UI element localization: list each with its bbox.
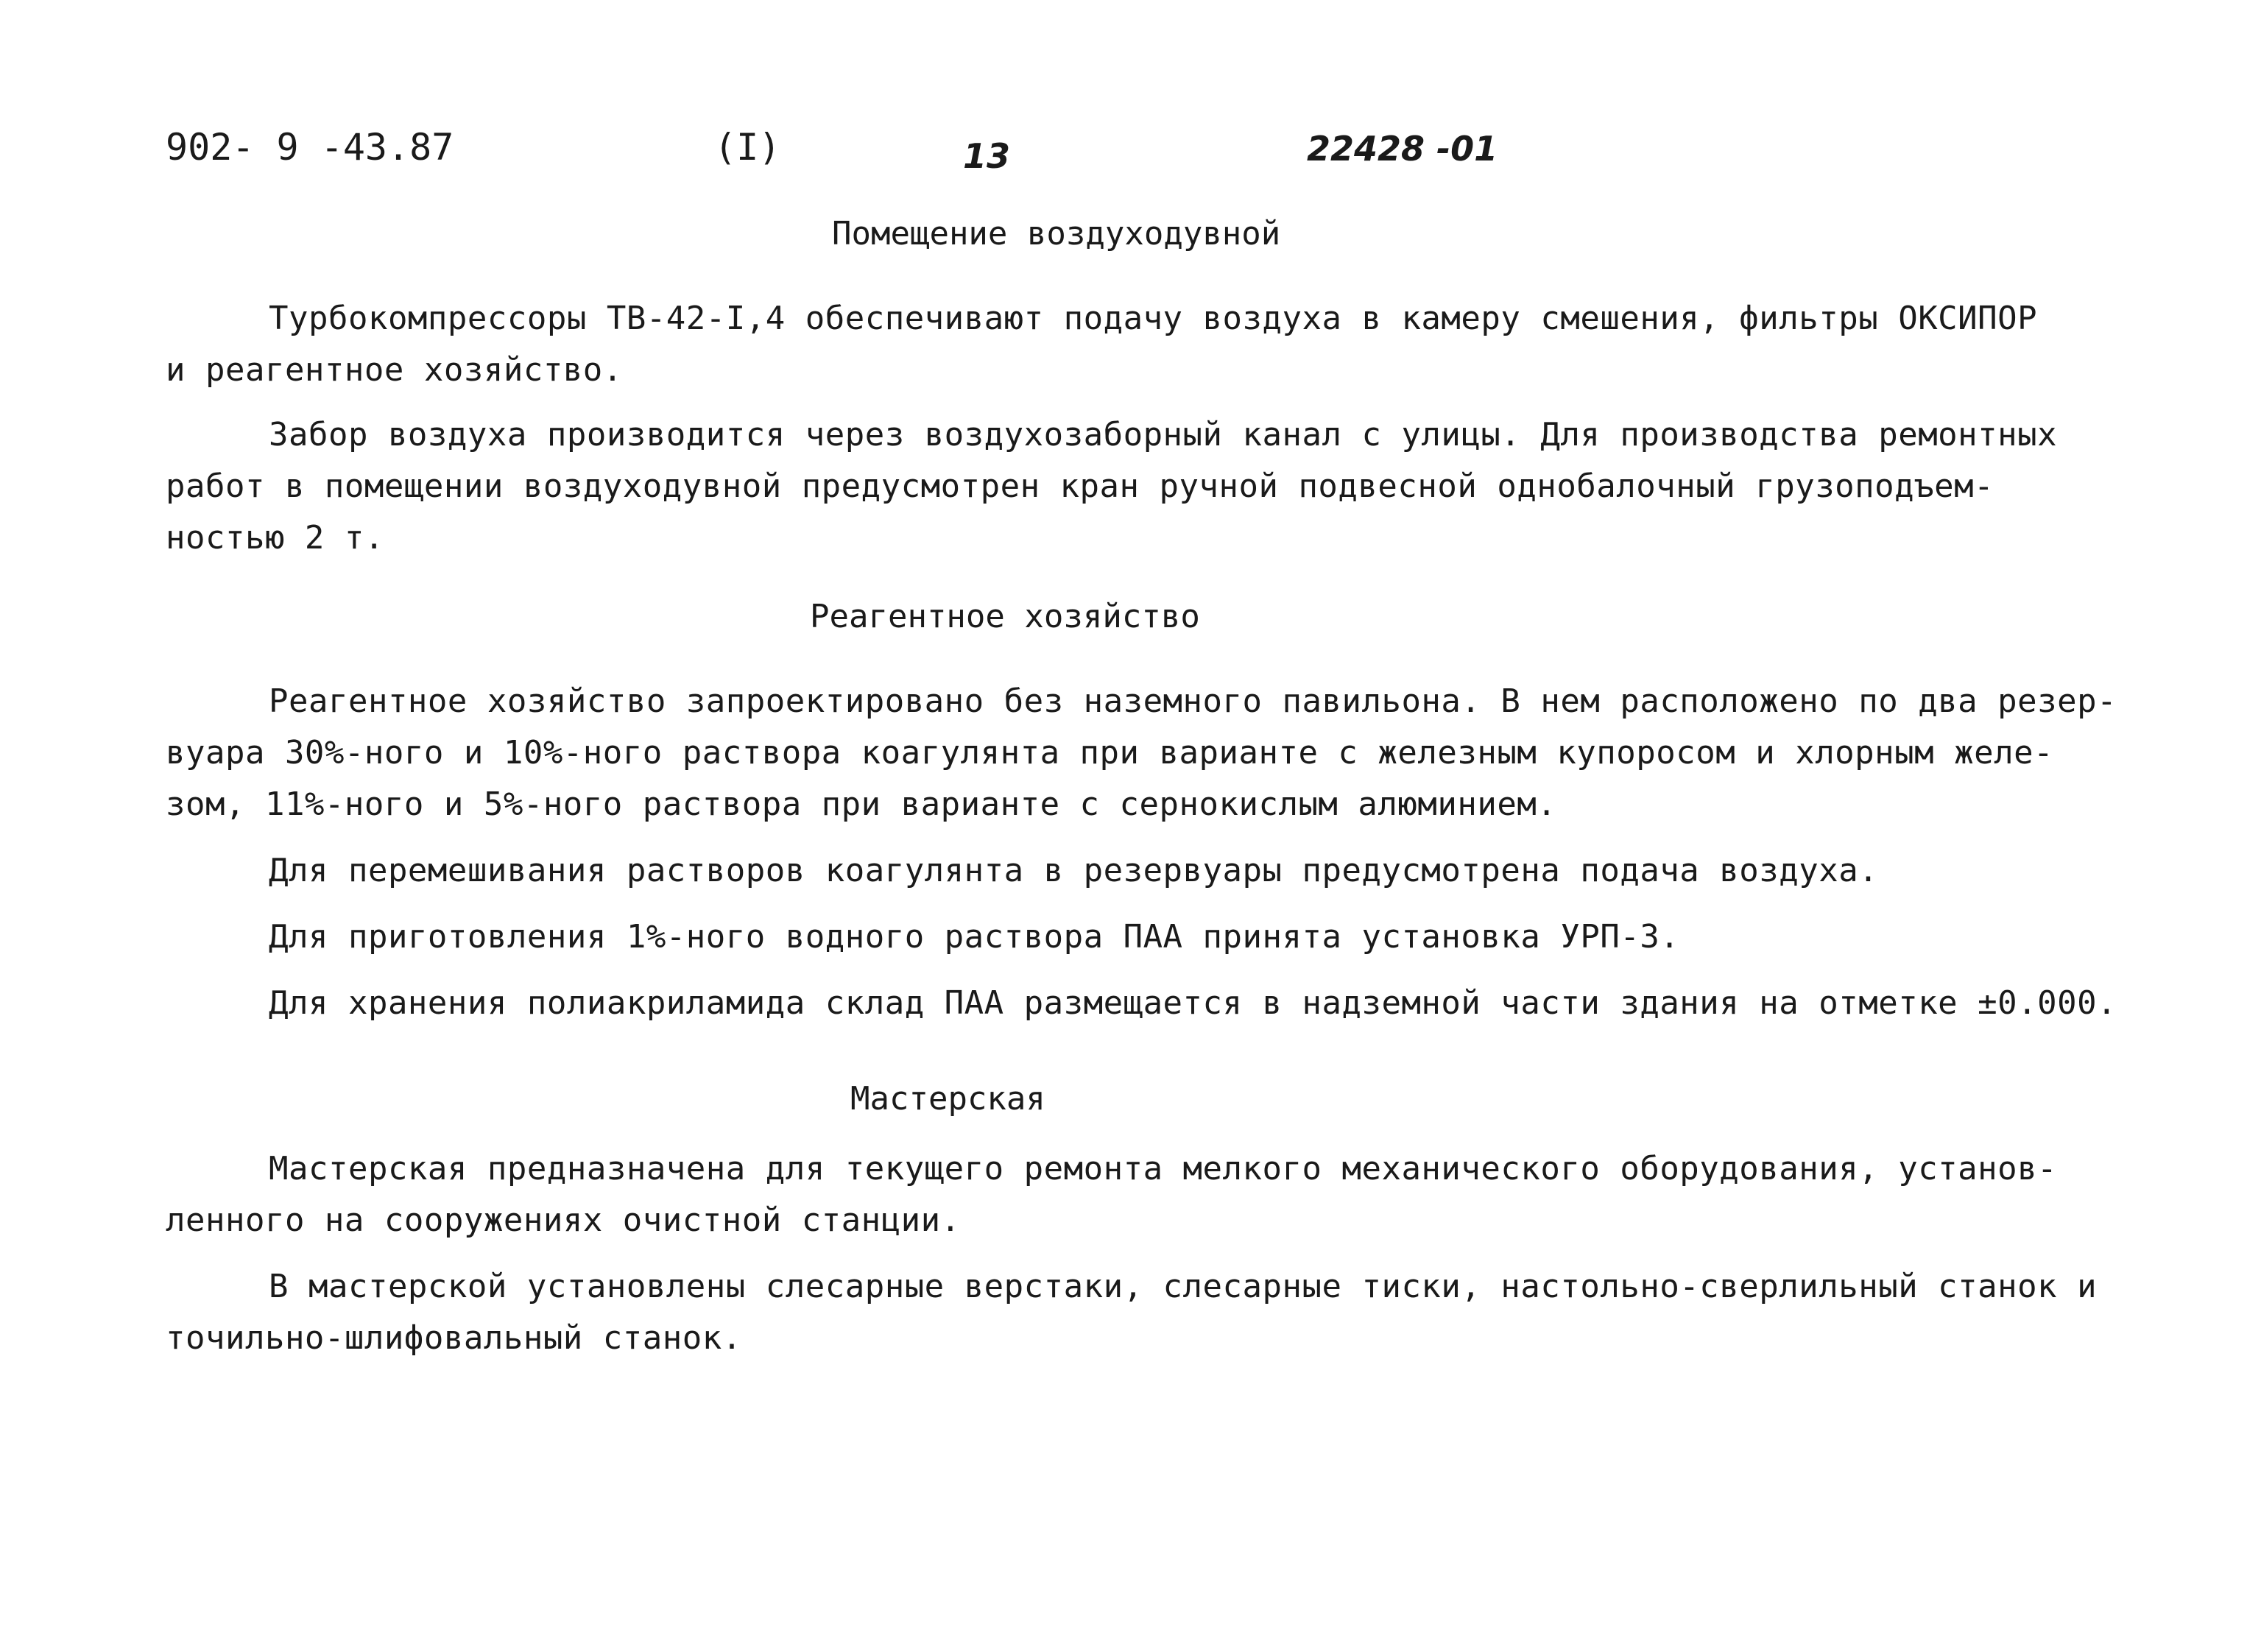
section-heading: Реагентное хозяйство [810,598,1200,635]
paragraph-line: точильно-шлифовальный станок. [166,1319,742,1357]
page-number: 13 [963,136,1011,176]
paragraph-line: ленного на сооружениях очистной станции. [166,1201,961,1239]
paragraph-line: Реагентное хозяйство запроектировано без наземного павильона. В нем расположено по два резер- [269,682,2117,720]
section-heading: Помещение воздуходувной [832,215,1281,253]
paragraph-line: работ в помещении воздуходувной предусмотрен кран ручной подвесной однобалочный грузоподъем- [166,467,1994,505]
doc-code: 902- 9 -43.87 [166,126,454,169]
paragraph-line: и реагентное хозяйство. [166,351,623,389]
paragraph-line: Для перемешивания растворов коагулянта в резервуары предусмотрена подача воздуха. [269,852,1879,889]
paragraph-line: ностью 2 т. [166,519,384,557]
paragraph-line: В мастерской установлены слесарные верстаки, слесарные тиски, настольно-сверлильный станок и [269,1268,2098,1305]
paragraph-line: Мастерская предназначена для текущего ремонта мелкого механического оборудования, установ- [269,1150,2058,1187]
paragraph-line: Для приготовления 1%-ного водного раствора ПАА принята установка УРП-3. [269,918,1680,956]
paragraph-line: Турбокомпрессоры ТВ-42-I,4 обеспечивают подачу воздуха в камеру смешения, фильтры ОКСИПОР [269,300,2038,337]
part-number: (I) [714,126,781,169]
paragraph-line: зом, 11%-ного и 5%-ного раствора при варианте с сернокислым алюминием. [166,786,1557,823]
paragraph-line: Забор воздуха производится через воздухозаборный канал с улицы. Для производства ремонтных [269,416,2058,453]
paragraph-line: вуара 30%-ного и 10%-ного раствора коагулянта при варианте с железным купоросом и хлорным желе- [166,734,2054,772]
sheet-code: 22428 -01 [1307,129,1498,169]
section-heading: Мастерская [850,1080,1045,1118]
paragraph-line: Для хранения полиакриламида склад ПАА размещается в надземной части здания на отметке ±0.000. [269,984,2117,1022]
